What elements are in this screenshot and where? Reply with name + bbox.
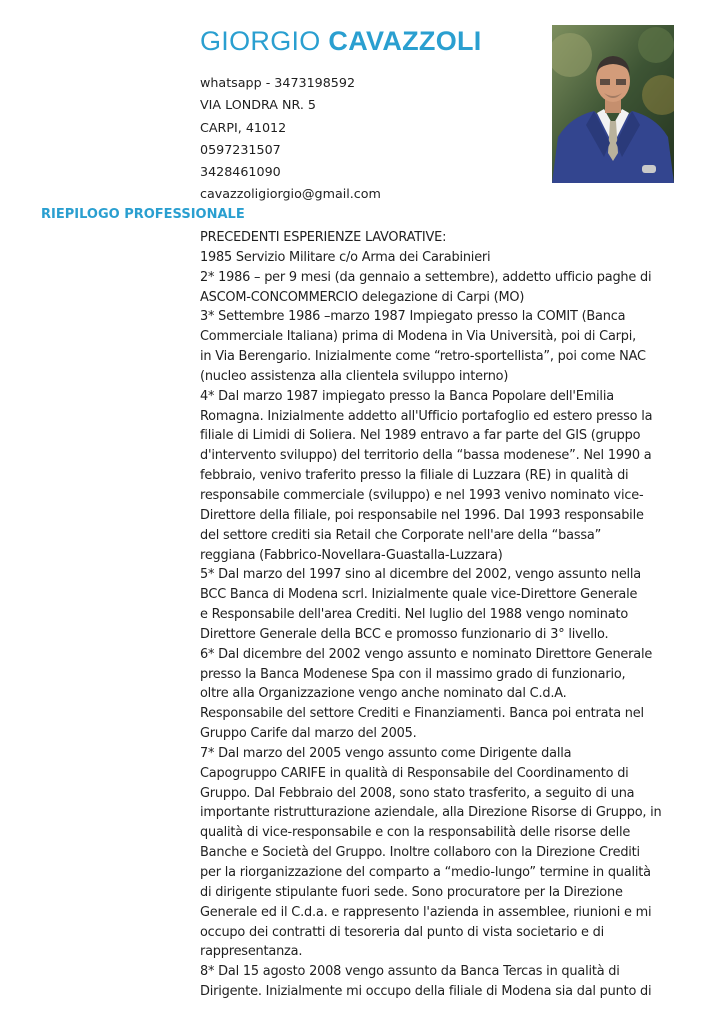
- experience-line: di dirigente stipulante fuori sede. Sono procuratore per la Direzione: [200, 884, 623, 900]
- experience-line: 6* Dal dicembre del 2002 vengo assunto e nominato Direttore Generale: [200, 646, 653, 662]
- experience-line: Generale ed il C.d.a. e rappresento l'azienda in assemblee, riunioni e mi: [200, 904, 652, 920]
- experience-line: 2* 1986 – per 9 mesi (da gennaio a settembre), addetto ufficio paghe di: [200, 269, 652, 285]
- experience-line: 8* Dal 15 agosto 2008 vengo assunto da Banca Tercas in qualità di: [200, 964, 620, 980]
- experience-line: 1985 Servizio Militare c/o Arma dei Carabinieri: [200, 249, 491, 265]
- experience-line: Dirigente. Inizialmente mi occupo della filiale di Modena sia dal punto di: [200, 984, 652, 1000]
- experience-line: Capogruppo CARIFE in qualità di Responsabile del Coordinamento di: [200, 765, 629, 781]
- experience-line: oltre alla Organizzazione vengo anche nominato dal C.d.A.: [200, 686, 567, 702]
- experience-line: Gruppo. Dal Febbraio del 2008, sono stato trasferito, a seguito di una: [200, 785, 635, 801]
- experience-line: (nucleo assistenza alla clientela sviluppo interno): [200, 368, 509, 384]
- contact-mobile: 3428461090: [200, 164, 281, 180]
- experience-line: ASCOM-CONCOMMERCIO delegazione di Carpi (MO): [200, 289, 525, 305]
- profile-photo-illustration: [552, 25, 674, 183]
- experience-line: Direttore Generale della BCC e promosso funzionario di 3° livello.: [200, 626, 609, 642]
- candidate-name: [200, 26, 482, 57]
- experience-line: e Responsabile dell'area Crediti. Nel luglio del 1988 vengo nominato: [200, 607, 629, 623]
- experience-line: reggiana (Fabbrico-Novellara-Guastalla-Luzzara): [200, 547, 503, 563]
- experience-line: 4* Dal marzo 1987 impiegato presso la Banca Popolare dell'Emilia: [200, 388, 614, 404]
- experience-line: Romagna. Inizialmente addetto all'Ufficio portafoglio ed estero presso la: [200, 408, 653, 424]
- contact-address: VIA LONDRA NR. 5: [200, 97, 317, 113]
- experience-line: occupo dei contratti di tesoreria dal punto di vista societario e di: [200, 924, 605, 940]
- experience-line: Gruppo Carife dal marzo del 2005.: [200, 726, 417, 742]
- section-title: RIEPILOGO PROFESSIONALE: [41, 207, 245, 222]
- experience-line: filiale di Limidi di Soliera. Nel 1989 entravo a far parte del GIS (gruppo: [200, 428, 641, 444]
- experience-line: 3* Settembre 1986 –marzo 1987 Impiegato presso la COMIT (Banca: [200, 309, 626, 325]
- profile-photo: [552, 25, 674, 183]
- experience-line: per la riorganizzazione del comparto a “medio-lungo” termine in qualità: [200, 865, 651, 880]
- experience-line: febbraio, venivo traferito presso la filiale di Luzzara (RE) in qualità di: [200, 468, 629, 484]
- experience-text: [200, 228, 680, 1002]
- first-name: GIORGIO: [200, 26, 321, 56]
- experience-line: in Via Berengario. Inizialmente come “retro-sportellista”, poi come NAC: [200, 349, 646, 365]
- last-name: CAVAZZOLI: [328, 26, 482, 56]
- experience-line: Direttore della filiale, poi responsabile nel 1996. Dal 1993 responsabile: [200, 507, 644, 523]
- experience-line: 5* Dal marzo del 1997 sino al dicembre del 2002, vengo assunto nella: [200, 567, 642, 583]
- experience-line: Commerciale Italiana) prima di Modena in Via Università, poi di Carpi,: [200, 329, 637, 345]
- contact-whatsapp: whatsapp - 3473198592: [200, 75, 356, 90]
- experience-line: PRECEDENTI ESPERIENZE LAVORATIVE:: [200, 230, 447, 245]
- experience-line: responsabile commerciale (sviluppo) e nel 1993 venivo nominato vice-: [200, 487, 644, 503]
- experience-line: BCC Banca di Modena scrl. Inizialmente quale vice-Direttore Generale: [200, 587, 638, 603]
- experience-line: 7* Dal marzo del 2005 vengo assunto come Dirigente dalla: [200, 745, 572, 761]
- contact-city: CARPI, 41012: [200, 119, 287, 135]
- experience-line: del settore crediti sia Retail che Corporate nell'are della “bassa”: [200, 527, 602, 543]
- contact-phone: 0597231507: [200, 141, 281, 157]
- experience-line: qualità di vice-responsabile e con la responsabilità delle risorse delle: [200, 825, 631, 841]
- experience-line: rappresentanza.: [200, 944, 303, 960]
- contact-email: cavazzoligiorgio@gmail.com: [200, 186, 381, 202]
- experience-line: importante ristrutturazione aziendale, alla Direzione Risorse di Gruppo, in: [200, 805, 662, 821]
- experience-line: Banche e Società del Gruppo. Inoltre collaboro con la Direzione Crediti: [200, 845, 640, 861]
- contact-info: [200, 72, 381, 206]
- experience-line: d'intervento sviluppo) del territorio della “bassa modenese”. Nel 1990 a: [200, 448, 652, 464]
- experience-line: Responsabile del settore Crediti e Finanziamenti. Banca poi entrata nel: [200, 706, 644, 722]
- experience-line: presso la Banca Modenese Spa con il massimo grado di funzionario,: [200, 666, 626, 682]
